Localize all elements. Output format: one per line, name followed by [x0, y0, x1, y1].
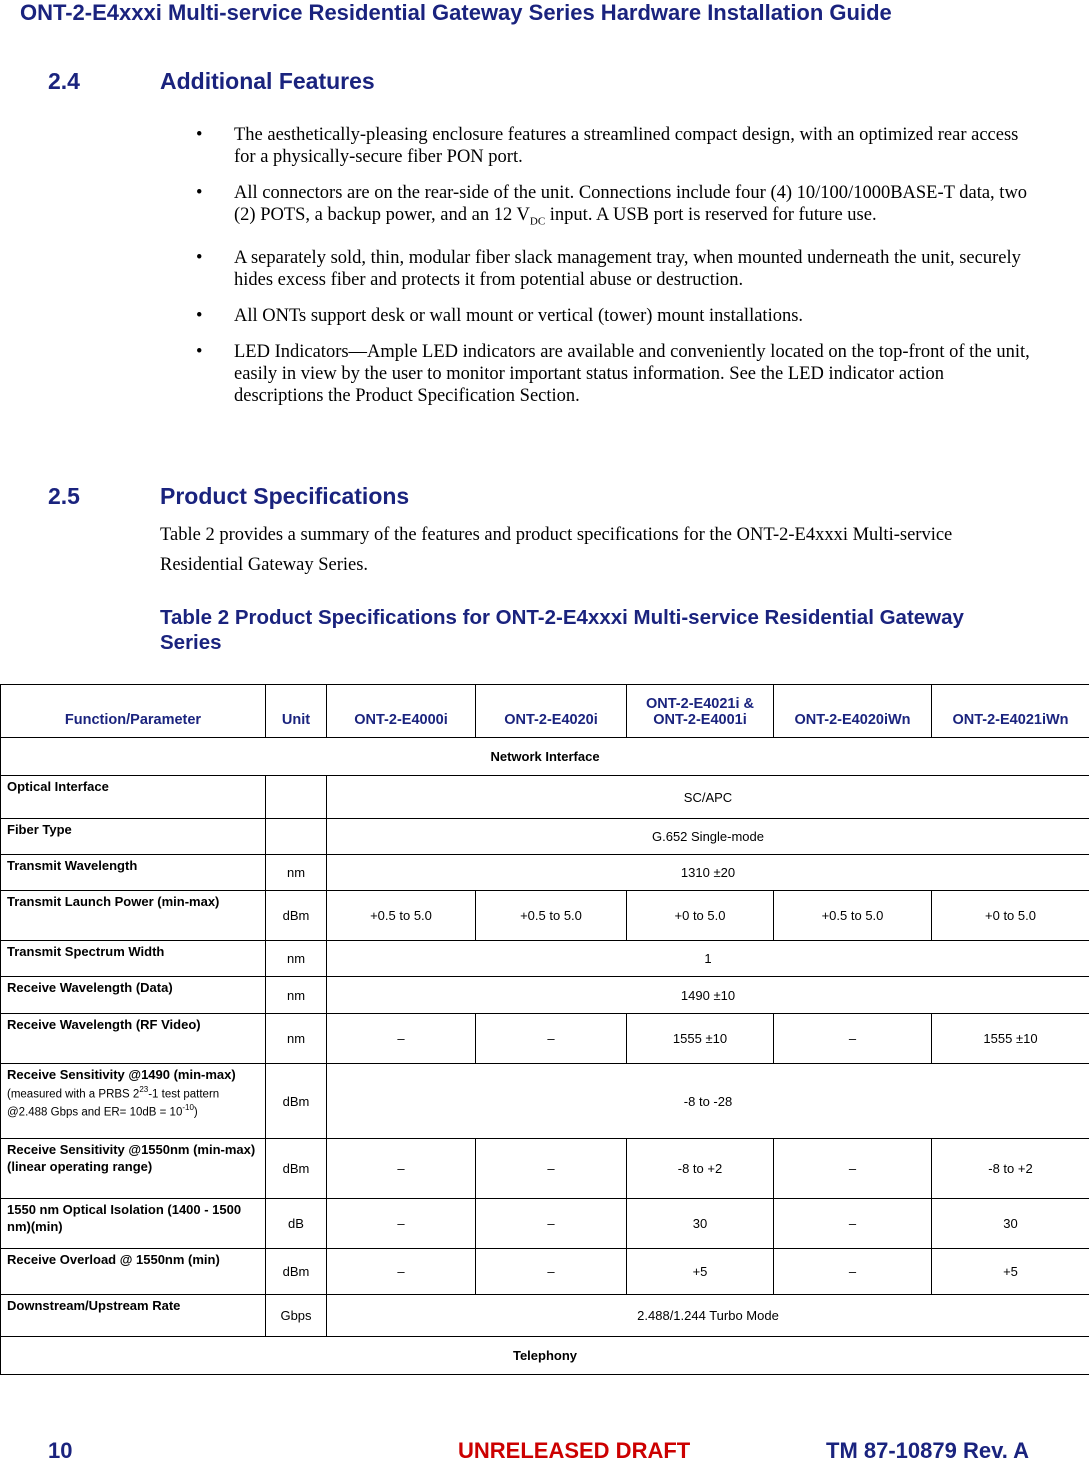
table-row: Optical Interface SC/APC	[1, 776, 1089, 819]
table-header-row	[1, 685, 1089, 738]
table-row: Transmit Spectrum Width nm 1	[1, 941, 1089, 977]
column-header: Unit	[266, 685, 327, 738]
draft-label: UNRELEASED DRAFT	[458, 1438, 690, 1464]
table-row: Receive Overload @ 1550nm (min) dBm – – +5 – +5	[1, 1249, 1089, 1295]
bullet-icon: •	[196, 124, 202, 146]
table-row: Receive Sensitivity @1550nm (min-max) (linear operating range) dBm – – -8 to +2 – -8 to +2	[1, 1139, 1089, 1199]
bullet-icon: •	[196, 182, 202, 204]
column-header: Function/Parameter	[1, 685, 266, 738]
column-header: ONT-2-E4000i	[327, 685, 476, 738]
document-number: TM 87-10879 Rev. A	[826, 1438, 1029, 1464]
bullet-icon: •	[196, 247, 202, 269]
table-row: Receive Wavelength (Data) nm 1490 ±10	[1, 977, 1089, 1014]
section-number: 2.4	[48, 68, 160, 95]
column-header: ONT-2-E4020iWn	[774, 685, 932, 738]
table-row: Transmit Wavelength nm 1310 ±20	[1, 855, 1089, 891]
list-item: • All connectors are on the rear-side of the unit. Connections include four (4) 10/100/1000BASE-T data, two (2) POTS, a backup power, and an 12 $V_{DC}$ input. A USB port is reserved for future use.	[196, 182, 1036, 233]
table-row: Fiber Type G.652 Single-mode	[1, 819, 1089, 855]
spec-table	[0, 684, 1089, 1375]
section-paragraph: Table 2 provides a summary of the features and product specifications for the ONT-2-E4xxxi Multi-service Residential Gateway Series.	[160, 520, 1040, 580]
list-item: • All ONTs support desk or wall mount or vertical (tower) mount installations.	[196, 305, 1036, 327]
column-header: ONT-2-E4021iWn	[932, 685, 1089, 738]
bullet-icon: •	[196, 305, 202, 327]
section-title: Additional Features	[160, 68, 375, 94]
running-header: ONT-2-E4xxxi Multi-service Residential Gateway Series Hardware Installation Guide	[20, 0, 1080, 26]
list-item: • A separately sold, thin, modular fiber slack management tray, when mounted underneath the unit, securely hides excess fiber and protects it from potential abuse or destruction.	[196, 247, 1036, 291]
section-title: Product Specifications	[160, 483, 409, 509]
table-caption: Table 2 Product Specifications for ONT-2-E4xxxi Multi-service Residential Gateway Series	[160, 605, 1020, 655]
table-row: Transmit Launch Power (min-max) dBm +0.5 to 5.0 +0.5 to 5.0 +0 to 5.0 +0.5 to 5.0 +0 to 5.0	[1, 891, 1089, 941]
table-section-row: Telephony	[1, 1337, 1089, 1375]
section-number: 2.5	[48, 483, 160, 510]
page-number: 10	[48, 1438, 72, 1464]
column-header: ONT-2-E4021i & ONT-2-E4001i	[627, 685, 774, 738]
column-header: ONT-2-E4020i	[476, 685, 627, 738]
section-heading-2-5	[48, 483, 409, 510]
list-item: • LED Indicators—Ample LED indicators are available and conveniently located on the top-front of the unit, easily in view by the user to monitor important status information. See the LED indicator action descriptions the Product Specification Section.	[196, 341, 1036, 407]
bullet-icon: •	[196, 341, 202, 363]
table-row: 1550 nm Optical Isolation (1400 - 1500 nm)(min) dB – – 30 – 30	[1, 1199, 1089, 1249]
table-section-row: Network Interface	[1, 738, 1089, 776]
table-row: Receive Sensitivity @1490 (min-max) (measured with a PRBS 2$^{23}$-1 test pattern @2.488 Gbps and ER= 10dB = 10$^{-10}$) dBm -8 to -28	[1, 1064, 1089, 1139]
feature-list	[196, 124, 1036, 421]
list-item: • The aesthetically-pleasing enclosure features a streamlined compact design, with an optimized rear access for a physically-secure fiber PON port.	[196, 124, 1036, 168]
section-heading-2-4	[48, 68, 375, 95]
table-row: Downstream/Upstream Rate Gbps 2.488/1.244 Turbo Mode	[1, 1295, 1089, 1337]
table-row: Receive Wavelength (RF Video) nm – – 1555 ±10 – 1555 ±10	[1, 1014, 1089, 1064]
